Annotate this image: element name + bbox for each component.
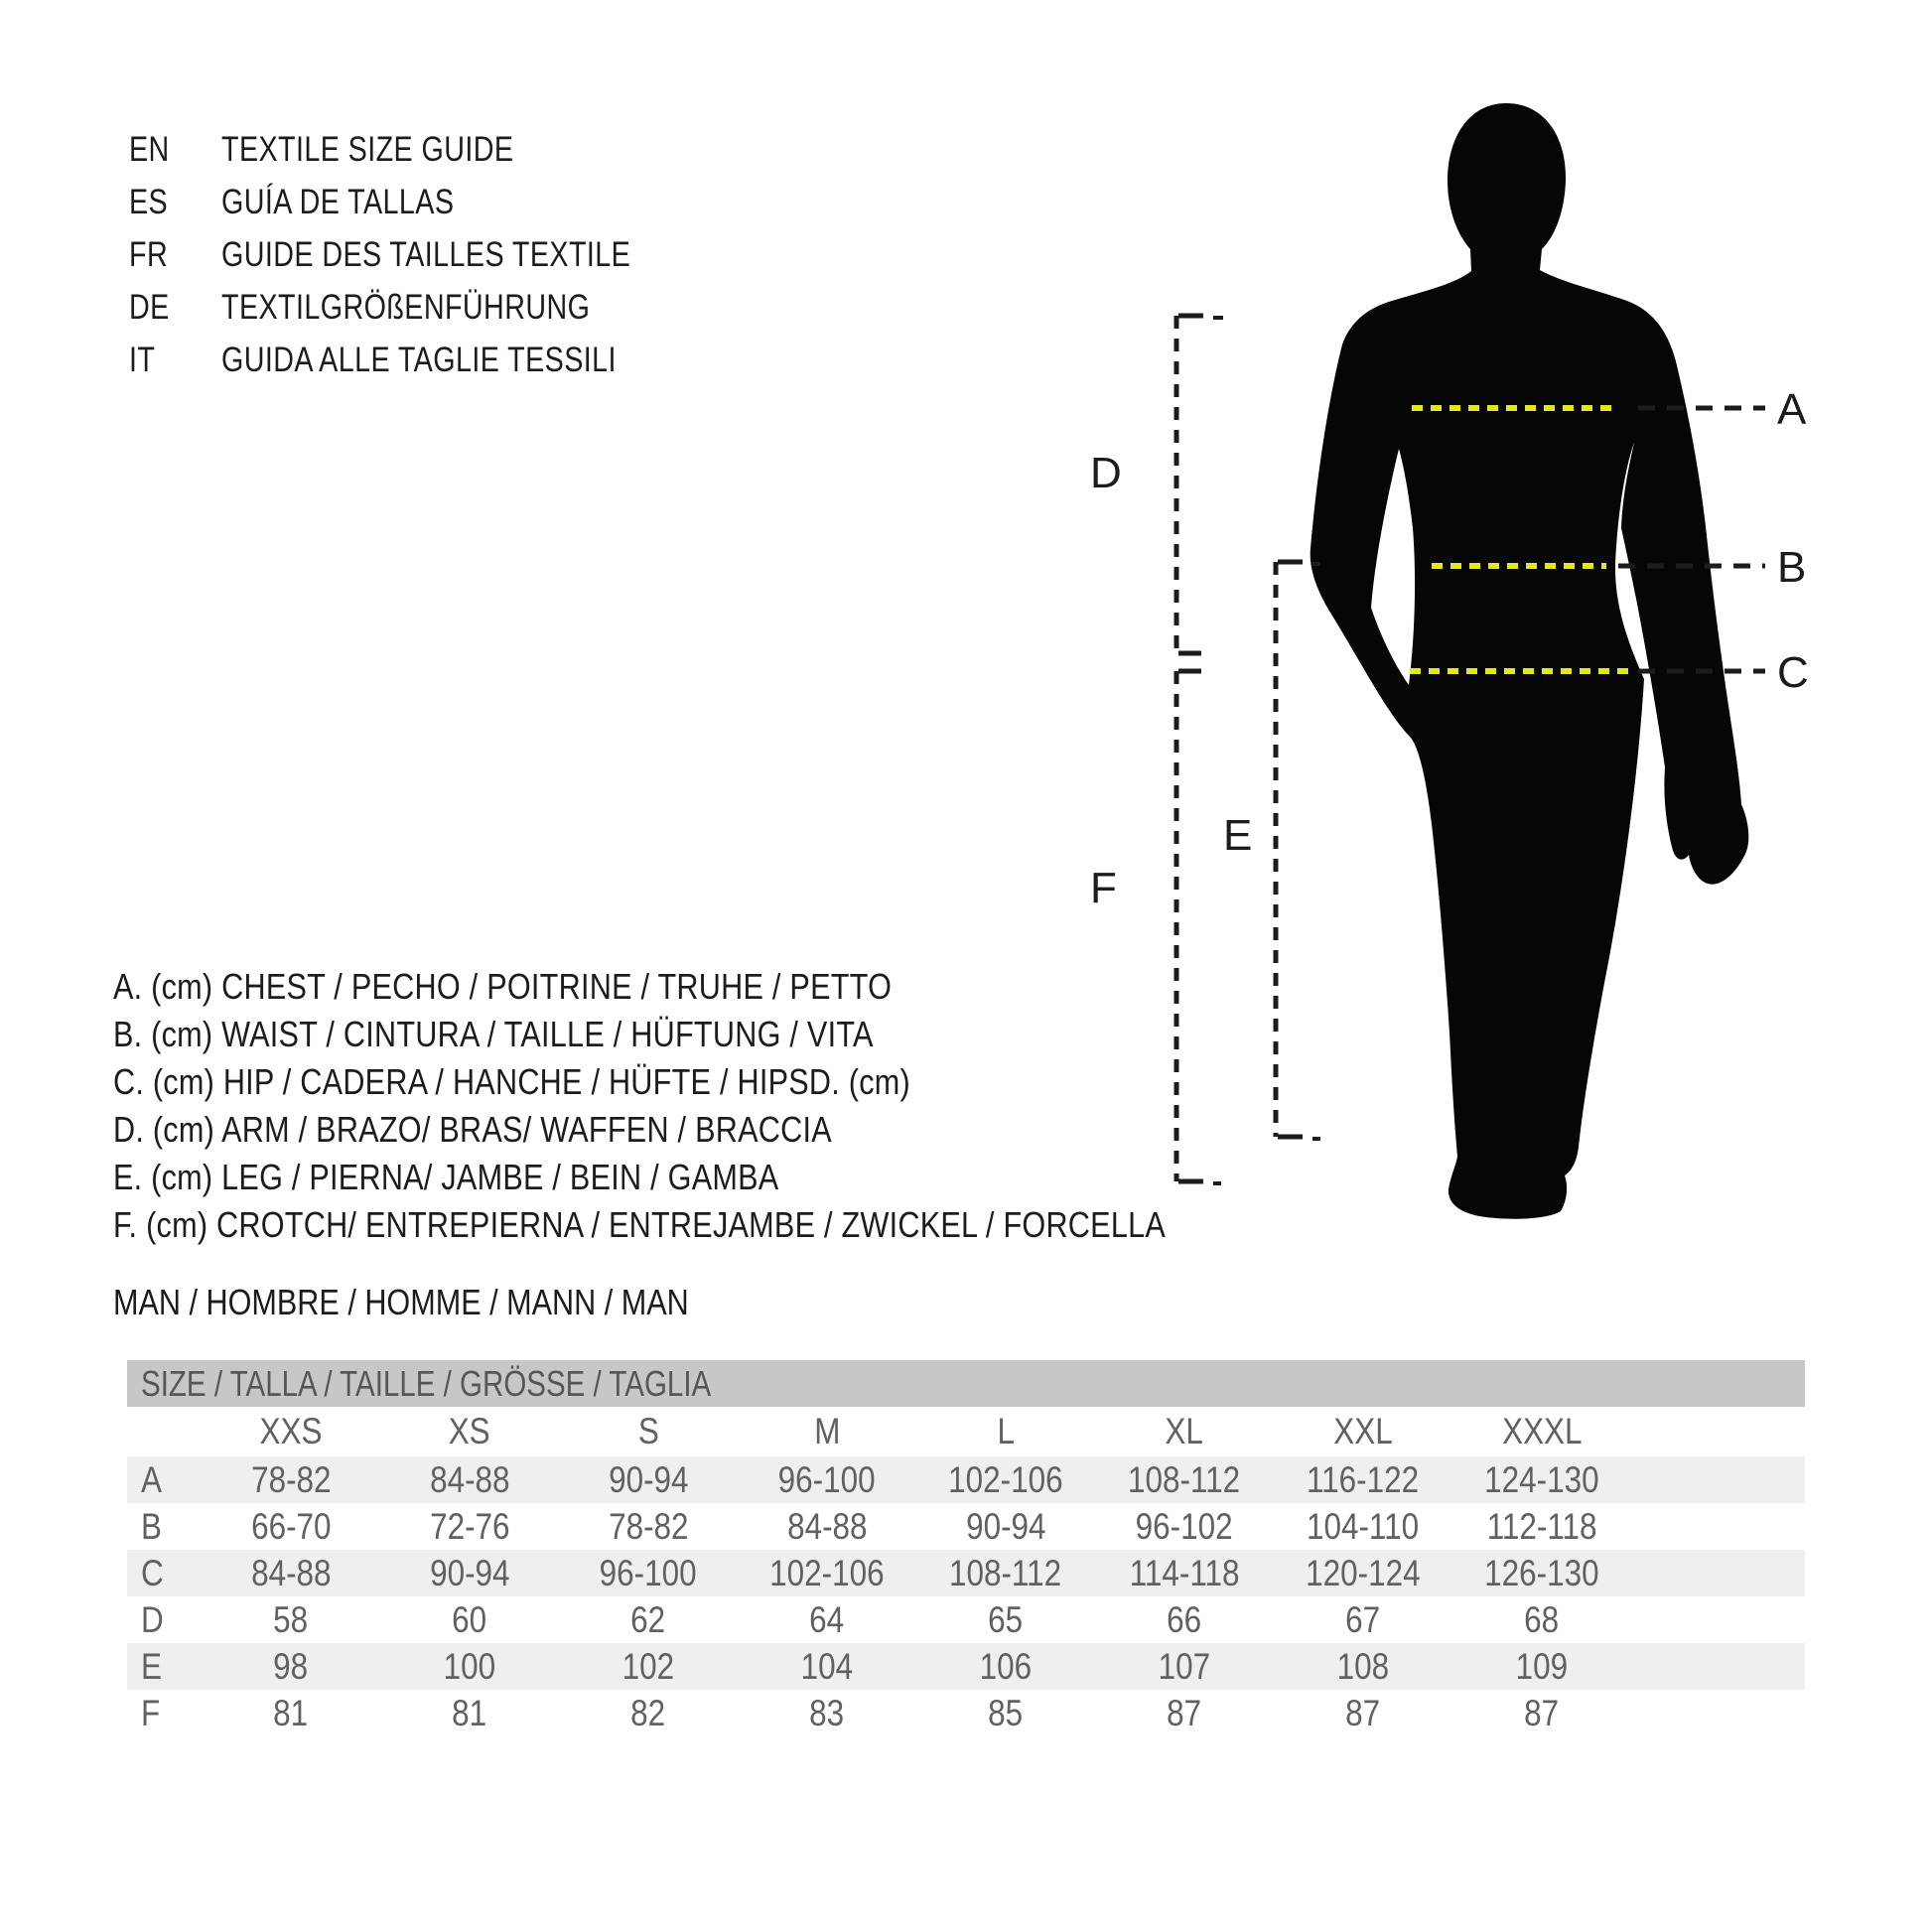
man-silhouette [1311,103,1749,1219]
table-row-crotch [127,1690,1805,1736]
table-cell: 108 [1336,1645,1390,1687]
measurement-def-b: B. (cm) WAIST / CINTURA / TAILLE / HÜFTUNG / VITA [113,1014,874,1054]
size-col-xl: XL [1165,1411,1204,1451]
table-cell: 60 [452,1598,487,1640]
size-table-title: SIZE / TALLA / TAILLE / GRÖSSE / TAGLIA [141,1362,712,1404]
size-table-header-bar [127,1360,1805,1407]
size-col-m: M [813,1411,841,1451]
lang-row-es [129,176,455,228]
size-col-xxxl: XXXL [1501,1411,1583,1451]
leg-label: E [1223,811,1253,860]
table-cell: 120-124 [1306,1552,1421,1593]
table-cell: 107 [1158,1645,1211,1687]
table-cell: 116-122 [1307,1458,1420,1500]
lang-code: FR [129,234,169,274]
table-cell: 124-130 [1484,1458,1599,1500]
table-cell: 81 [273,1692,309,1733]
waist-label: B [1777,543,1807,592]
chest-label: A [1777,385,1807,434]
table-cell: 78-82 [250,1458,332,1500]
crotch-label: F [1090,864,1117,912]
table-cell: 81 [452,1692,487,1733]
table-cell: 66 [1167,1598,1202,1640]
table-cell: 102-106 [948,1458,1063,1500]
size-header-row [127,1407,1805,1456]
guide-title-es: GUÍA DE TALLAS [221,182,455,221]
size-col-xs: XS [449,1411,490,1451]
row-label: B [141,1505,162,1547]
table-cell: 84-88 [786,1505,868,1547]
guide-title-de: TEXTILGRÖßENFÜHRUNG [221,287,591,327]
table-cell: 98 [273,1645,309,1687]
guide-title-it: GUIDA ALLE TAGLIE TESSILI [221,340,617,379]
table-cell: 64 [809,1598,845,1640]
table-cell: 66-70 [250,1505,332,1547]
measurement-def-a: A. (cm) CHEST / PECHO / POITRINE / TRUHE / PETTO [113,966,893,1007]
table-cell: 62 [630,1598,666,1640]
table-cell: 87 [1345,1692,1381,1733]
table-cell: 90-94 [965,1505,1046,1547]
language-title-block [129,123,631,386]
size-col-xxl: XXL [1333,1411,1393,1451]
table-row-leg [127,1643,1805,1690]
row-label: A [141,1458,162,1500]
table-cell: 96-100 [600,1552,697,1593]
table-cell: 84-88 [250,1552,332,1593]
table-cell: 87 [1167,1692,1202,1733]
table-cell: 126-130 [1484,1552,1599,1593]
measurement-def-c: C. (cm) HIP / CADERA / HANCHE / HÜFTE / HIPSD. (cm) [113,1061,910,1102]
lang-row-en [129,123,514,176]
gender-line: MAN / HOMBRE / HOMME / MANN / MAN [113,1282,689,1322]
row-label: F [141,1692,161,1733]
table-cell: 104 [800,1645,854,1687]
measurement-def-d: D. (cm) ARM / BRAZO/ BRAS/ WAFFEN / BRACCIA [113,1109,832,1150]
lang-code: EN [129,129,170,169]
lang-row-it [129,334,617,386]
size-col-l: L [997,1411,1015,1451]
table-cell: 78-82 [608,1505,689,1547]
measurement-def-e: E. (cm) LEG / PIERNA/ JAMBE / BEIN / GAMBA [113,1157,779,1197]
table-cell: 106 [979,1645,1033,1687]
table-cell: 100 [443,1645,496,1687]
table-cell: 85 [988,1692,1024,1733]
row-label: D [141,1598,164,1640]
lang-row-fr [129,228,631,281]
table-cell: 109 [1515,1645,1569,1687]
table-cell: 90-94 [429,1552,510,1593]
table-cell: 67 [1345,1598,1381,1640]
table-cell: 84-88 [429,1458,510,1500]
table-cell: 96-102 [1136,1505,1233,1547]
table-cell: 82 [630,1692,666,1733]
table-row-waist [127,1503,1805,1550]
hip-label: C [1777,648,1809,697]
table-cell: 102-106 [769,1552,885,1593]
size-col-s: S [637,1411,659,1451]
guide-title-fr: GUIDE DES TAILLES TEXTILE [221,234,631,274]
size-col-xxs: XXS [259,1411,323,1451]
table-cell: 112-118 [1486,1505,1597,1547]
row-label: E [141,1645,162,1687]
lang-code: ES [129,182,169,221]
table-cell: 114-118 [1129,1552,1240,1593]
table-cell: 72-76 [429,1505,510,1547]
table-row-arm [127,1596,1805,1643]
guide-title-en: TEXTILE SIZE GUIDE [221,129,514,169]
measurement-def-f: F. (cm) CROTCH/ ENTREPIERNA / ENTREJAMBE / ZWICKEL / FORCELLA [113,1204,1167,1245]
lang-row-de [129,281,591,334]
table-cell: 58 [273,1598,309,1640]
table-cell: 108-112 [949,1552,1062,1593]
silhouette-diagram [1033,89,1837,1320]
table-cell: 102 [621,1645,675,1687]
size-table [127,1360,1805,1736]
table-cell: 104-110 [1307,1505,1420,1547]
table-cell: 90-94 [608,1458,689,1500]
table-cell: 68 [1524,1598,1560,1640]
table-cell: 87 [1524,1692,1560,1733]
arm-label: D [1090,449,1122,497]
table-row-chest [127,1456,1805,1503]
row-label: C [141,1552,164,1593]
table-cell: 96-100 [778,1458,876,1500]
table-cell: 65 [988,1598,1024,1640]
table-row-hip [127,1550,1805,1596]
table-cell: 83 [809,1692,845,1733]
lang-code: IT [129,340,156,379]
lang-code: DE [129,287,170,327]
table-cell: 108-112 [1128,1458,1241,1500]
